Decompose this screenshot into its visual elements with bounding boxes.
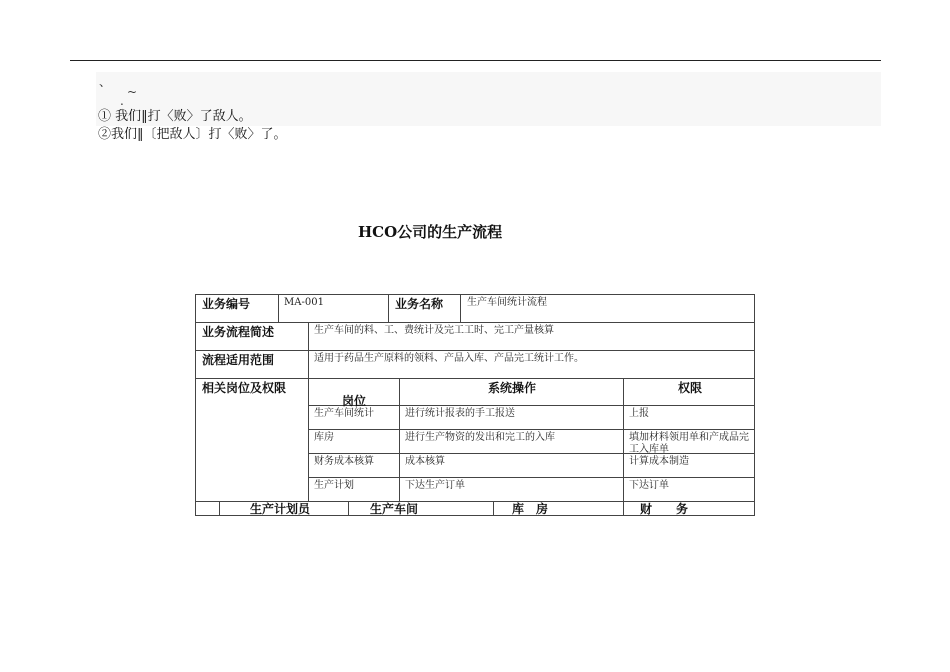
punctuation-mark: 、 [99,75,112,89]
top-rule [70,60,881,61]
role-permission: 上报 [629,408,649,419]
name-value: 生产车间统计流程 [467,297,547,308]
lane-planner: 生产计划员 [250,502,311,516]
role-permission: 填加材料领用单和产成品完工入库单 [629,432,749,455]
scope-value: 适用于药品生产原料的领料、产品入库、产品完工统计工作。 [314,353,584,364]
role-post: 生产计划 [314,480,354,491]
lane-warehouse: 库 房 [512,502,549,516]
role-operation: 成本核算 [405,456,445,467]
role-operation: 进行生产物资的发出和完工的入库 [405,432,555,443]
roles-header-post: 岗位 [342,394,367,408]
note-line-1: ① 我们‖打〈败〉了敌人。 [98,109,252,124]
roles-label: 相关岗位及权限 [202,381,287,395]
desc-value: 生产车间的料、工、费统计及完工工时、完工产量核算 [314,325,554,336]
dot-mark: . [120,94,124,108]
role-permission: 下达订单 [629,480,669,491]
code-label: 业务编号 [202,297,251,311]
desc-label: 业务流程简述 [202,325,275,339]
process-table [195,294,755,516]
roles-header-operation: 系统操作 [488,381,537,395]
role-post: 生产车间统计 [314,408,374,419]
name-label: 业务名称 [395,297,444,311]
note-line-2: ②我们‖〔把敌人〕打〈败〉了。 [98,127,287,142]
document-title: HCO公司的生产流程 [358,223,503,241]
role-post: 库房 [314,432,334,443]
lane-workshop: 生产车间 [370,502,419,516]
roles-header-permission: 权限 [678,381,703,395]
scope-label: 流程适用范围 [202,353,275,367]
role-operation: 进行统计报表的手工报送 [405,408,515,419]
tilde-mark: ~ [127,85,138,99]
role-operation: 下达生产订单 [405,480,465,491]
role-permission: 计算成本制造 [629,456,689,467]
code-value: MA-001 [284,297,324,308]
lane-finance: 财 务 [640,502,689,516]
role-post: 财务成本核算 [314,456,374,467]
